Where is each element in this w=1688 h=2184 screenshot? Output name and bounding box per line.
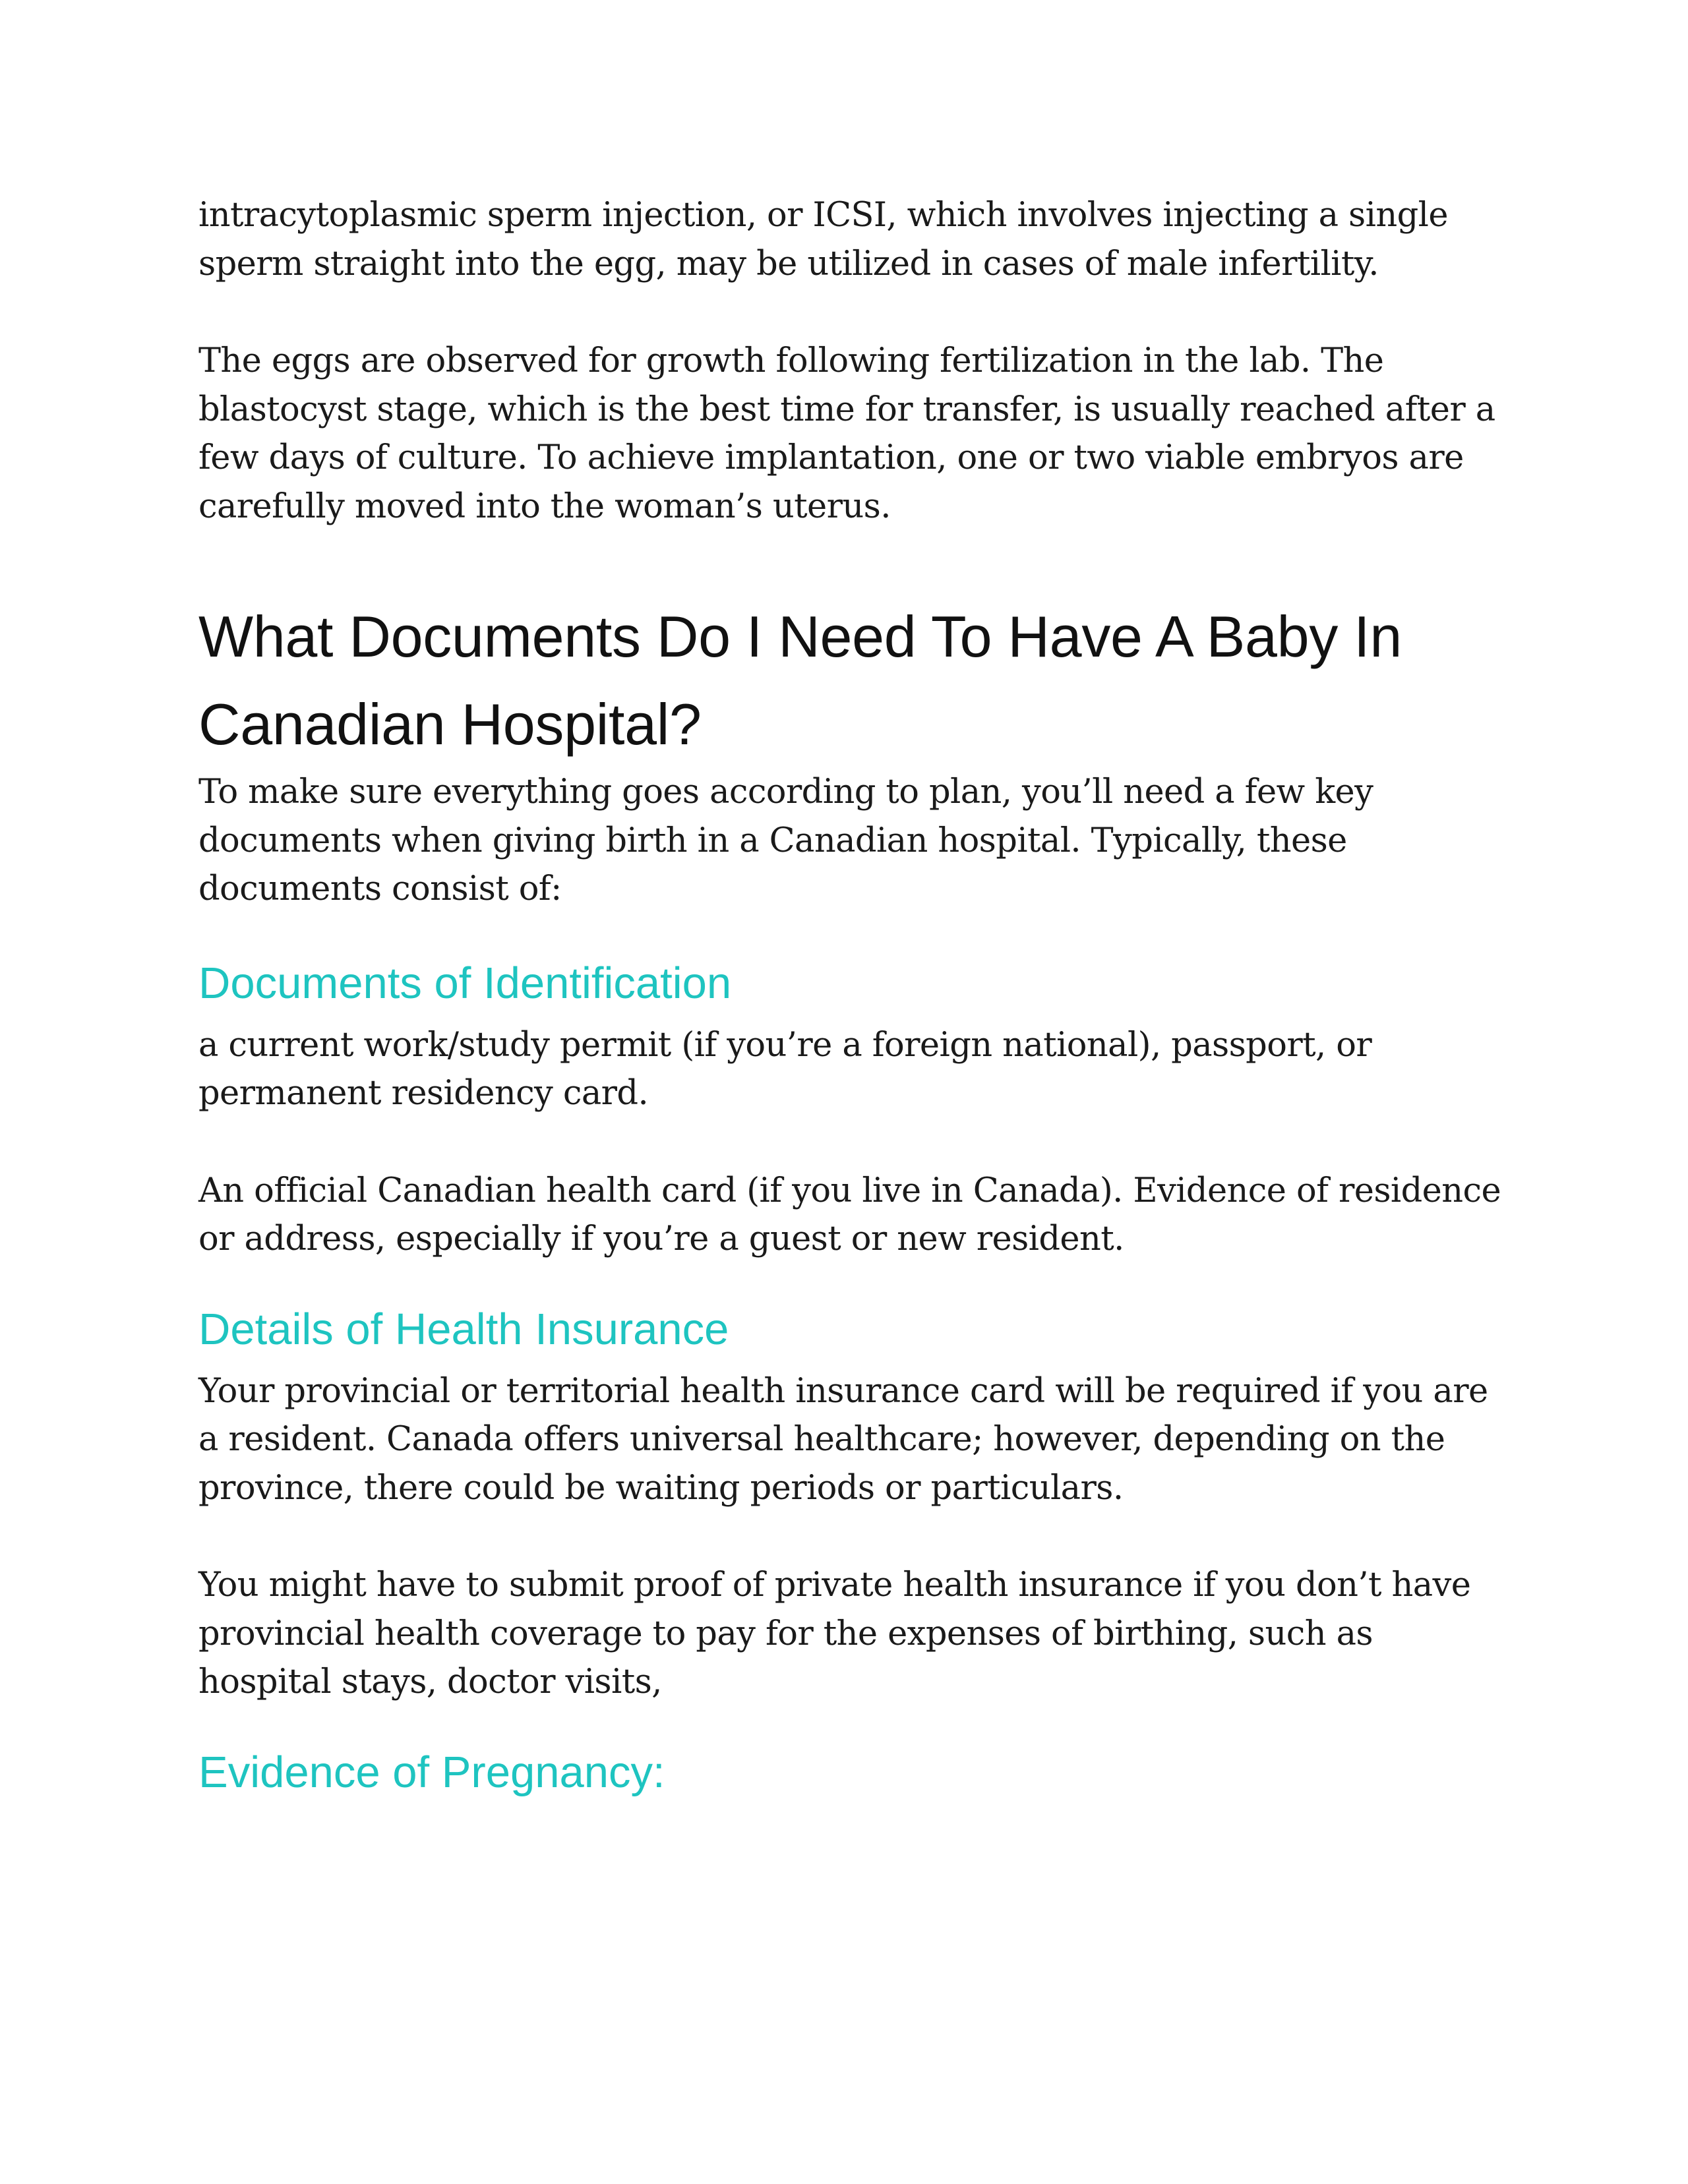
paragraph-intro: To make sure everything goes according to plan, you’ll need a few key documents when giving birth in a Canadian hospital. Typically, these documents consist of: xyxy=(198,773,1373,908)
paragraph-embryo-transfer: The eggs are observed for growth following fertilization in the lab. The blastocyst stage, which is the best time for transfer, is usually reached after a few days of culture. To achieve implantation, one or two viable embryos are carefully moved into the woman’s uterus. xyxy=(198,341,1495,526)
section-heading-identification: Documents of Identification xyxy=(198,958,732,1008)
page-title: What Documents Do I Need To Have A Baby In Canadian Hospital? xyxy=(198,604,1402,757)
paragraph-identification-2: An official Canadian health card (if you live in Canada). Evidence of residence or address, especially if you’re a guest or new resident. xyxy=(198,1171,1501,1258)
document-body xyxy=(198,191,1504,1802)
paragraph-icsi: intracytoplasmic sperm injection, or ICSI, which involves injecting a single sperm straight into the egg, may be utilized in cases of male infertility. xyxy=(198,196,1448,283)
section-heading-pregnancy-evidence: Evidence of Pregnancy: xyxy=(198,1747,665,1797)
paragraph-insurance-2: You might have to submit proof of private health insurance if you don’t have provincial health coverage to pay for the expenses of birthing, such as hospital stays, doctor visits, xyxy=(198,1566,1471,1701)
paragraph-insurance-1: Your provincial or territorial health insurance card will be required if you are a resident. Canada offers universal healthcare; however, depending on the province, there could be waiting periods or particulars. xyxy=(198,1371,1488,1508)
section-heading-health-insurance: Details of Health Insurance xyxy=(198,1304,729,1354)
paragraph-identification-1: a current work/study permit (if you’re a foreign national), passport, or permanent residency card. xyxy=(198,1025,1372,1113)
